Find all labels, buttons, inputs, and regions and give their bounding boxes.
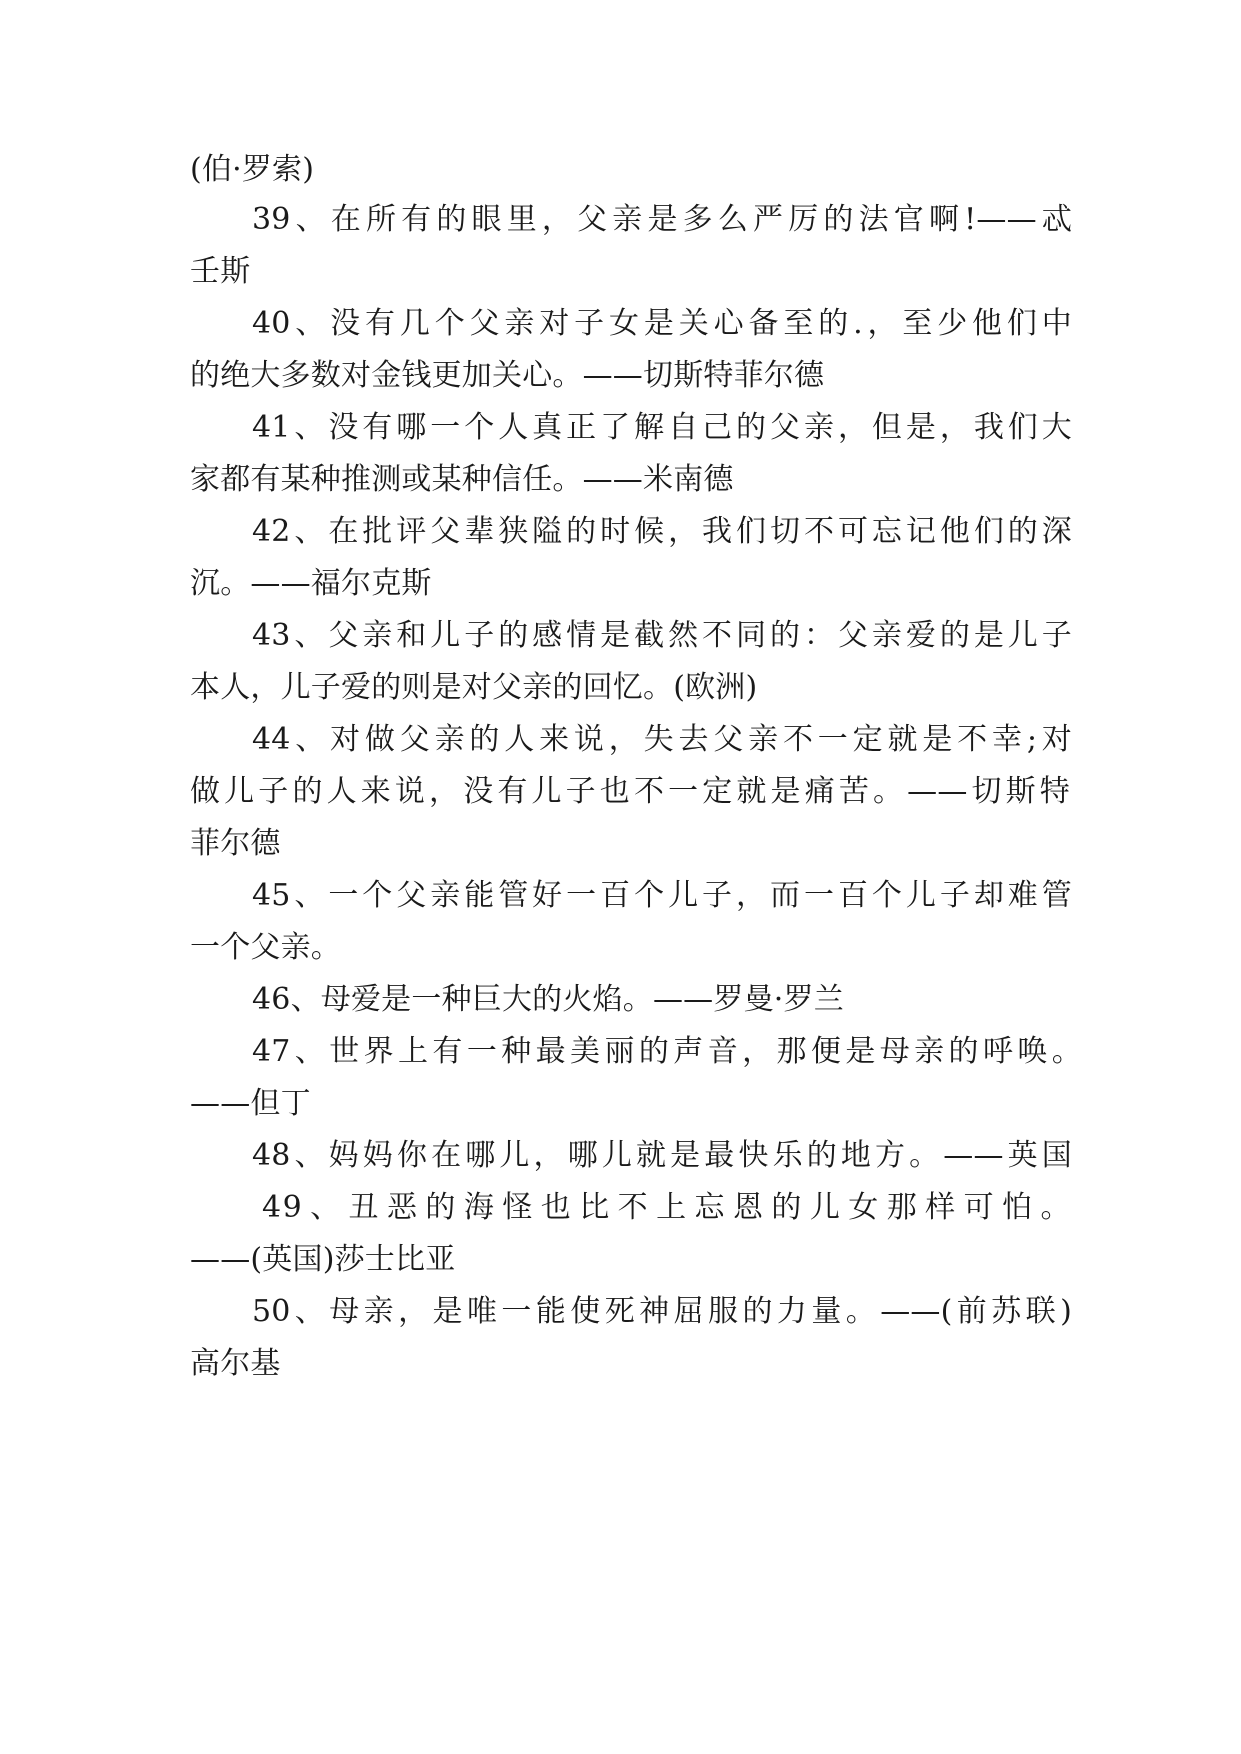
quote-42-line-2: 沉。——福尔克斯 — [190, 566, 432, 601]
quote-44-line-1: 44、对做父亲的人来说，失去父亲不一定就是不幸;对 — [252, 722, 1072, 757]
quote-43-line-1: 43、父亲和儿子的感情是截然不同的：父亲爱的是儿子 — [252, 618, 1072, 653]
quote-49-line-1: 49、丑恶的海怪也比不上忘恩的儿女那样可怕。 — [262, 1190, 1072, 1225]
quote-39-line-1: 39、在所有的眼里，父亲是多么严厉的法官啊!——忒 — [252, 202, 1072, 237]
quote-50-line-1: 50、母亲，是唯一能使死神屈服的力量。——(前苏联) — [252, 1294, 1072, 1329]
quote-40-line-1: 40、没有几个父亲对子女是关心备至的.，至少他们中 — [252, 306, 1072, 341]
quote-43-line-2: 本人，儿子爱的则是对父亲的回忆。(欧洲) — [190, 670, 758, 705]
quote-44-line-2: 做儿子的人来说，没有儿子也不一定就是痛苦。——切斯特 — [190, 774, 1070, 809]
quote-44-line-3: 菲尔德 — [190, 826, 281, 861]
quote-41-line-1: 41、没有哪一个人真正了解自己的父亲，但是，我们大 — [252, 410, 1072, 445]
quote-50-line-2: 高尔基 — [190, 1346, 281, 1381]
quote-48-line-1: 48、妈妈你在哪儿，哪儿就是最快乐的地方。——英国 — [252, 1138, 1072, 1173]
quote-40-line-2: 的绝大多数对金钱更加关心。——切斯特菲尔德 — [190, 358, 825, 393]
quote-41-line-2: 家都有某种推测或某种信任。——米南德 — [190, 462, 734, 497]
quote-39-line-2: 壬斯 — [190, 254, 251, 289]
quote-45-line-1: 45、一个父亲能管好一百个儿子，而一百个儿子却难管 — [252, 878, 1072, 913]
quote-47-line-2: ——但丁 — [190, 1086, 311, 1121]
quote-42-line-1: 42、在批评父辈狭隘的时候，我们切不可忘记他们的深 — [252, 514, 1072, 549]
text-line: (伯·罗索) — [190, 152, 315, 187]
quote-46-line-1: 46、母爱是一种巨大的火焰。——罗曼·罗兰 — [252, 982, 844, 1017]
quote-45-line-2: 一个父亲。 — [190, 930, 341, 965]
quote-49-line-2: ——(英国)莎士比亚 — [190, 1242, 456, 1277]
quote-47-line-1: 47、世界上有一种最美丽的声音，那便是母亲的呼唤。 — [252, 1034, 1082, 1069]
